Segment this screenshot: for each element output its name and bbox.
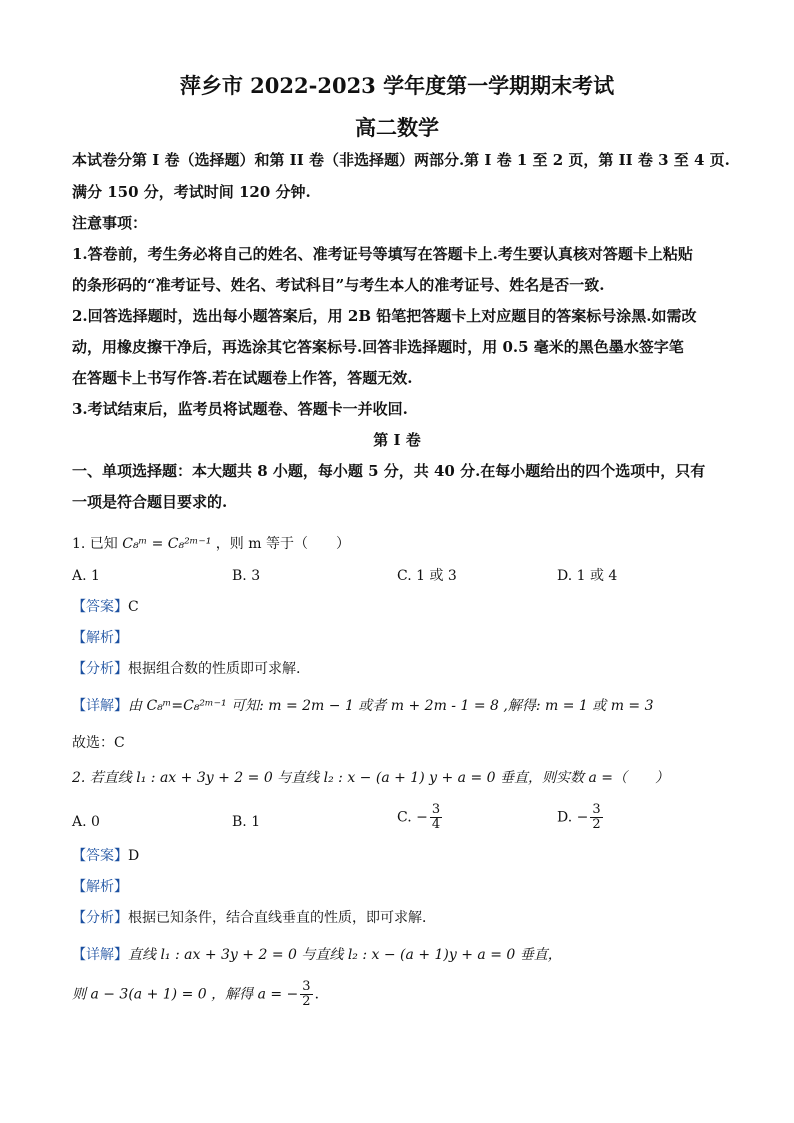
detail-tag: 【详解】 <box>72 698 128 714</box>
q1-detail: 由 C₈ᵐ=C₈²ᵐ⁻¹ 可知: m = 2m − 1 或者 m + 2m - 1 = 8 ,解得: m = 1 或 m = 3 <box>128 698 654 714</box>
notice-title: 注意事项： <box>72 214 148 232</box>
notice-2a: 2.回答选择题时，选出每小题答案后，用 2B 铅笔把答题卡上对应题目的答案标号涂黑.如需改 <box>72 307 697 325</box>
analysis-tag: 【解析】 <box>72 879 128 895</box>
q1-expr: C₈ᵐ = C₈²ᵐ⁻¹ <box>122 536 212 552</box>
q1-fenxi: 根据组合数的性质即可求解. <box>128 661 301 677</box>
q2-option-c-label: C. <box>397 809 412 826</box>
exam-title: 萍乡市 2022-2023 学年度第一学期期末考试 <box>179 73 615 98</box>
intro-line-1: 本试卷分第 I 卷（选择题）和第 II 卷（非选择题）两部分.第 I 卷 1 至 2 页，第 II 卷 3 至 4 页. <box>72 151 730 169</box>
q1-answer-line <box>72 597 732 617</box>
q2-option-d-den: 2 <box>592 817 601 832</box>
volume-heading: 第 I 卷 <box>373 431 421 449</box>
q2-option-c-minus: − <box>416 809 428 826</box>
q2-option-d-num: 3 <box>592 802 601 817</box>
q2-step-den: 2 <box>302 994 311 1009</box>
q2-answer-line <box>72 846 732 866</box>
q1-detail-line <box>72 696 732 716</box>
q2-fenxi: 根据已知条件，结合直线垂直的性质，即可求解． <box>128 910 436 926</box>
q1-stem <box>72 534 732 554</box>
q2-option-d-minus: − <box>576 809 589 826</box>
notice-3: 3.考试结束后，监考员将试题卷、答题卡一并收回. <box>72 400 408 418</box>
answer-tag: 【答案】 <box>72 599 128 615</box>
q1-conclusion: 故选：C <box>72 735 125 751</box>
q2-option-d-label: D. <box>557 809 573 826</box>
notice-2c: 在答题卡上书写作答.若在试题卷上作答，答题无效. <box>72 369 413 387</box>
detail-tag: 【详解】 <box>72 947 128 963</box>
q1-answer: C <box>128 599 139 615</box>
q2-option-d <box>557 803 605 832</box>
part1-heading-b: 一项是符合题目要求的. <box>72 493 228 511</box>
intro-line-2: 满分 150 分，考试时间 120 分钟. <box>72 183 311 201</box>
q2-option-c-den: 4 <box>431 817 441 832</box>
q1-option-d: D. 1 或 4 <box>557 568 618 584</box>
notice-2b: 动，用橡皮擦干净后，再选涂其它答案标号.回答非选择题时，用 0.5 毫米的黑色墨水签字笔 <box>72 338 684 356</box>
q2-fenxi-line <box>72 908 732 928</box>
q1-option-b: B. 3 <box>232 568 261 584</box>
q2-option-c <box>397 803 444 832</box>
q2-detail-line <box>72 945 732 965</box>
analysis-tag: 【解析】 <box>72 630 128 646</box>
part1-heading-a: 一、单项选择题：本大题共 8 小题，每小题 5 分，共 40 分.在每小题给出的四个选项中，只有 <box>72 462 706 480</box>
q1-option-c: C. 1 或 3 <box>397 568 457 584</box>
q1-option-a: A. 1 <box>72 568 100 584</box>
q2-option-b: B. 1 <box>232 814 261 830</box>
answer-tag: 【答案】 <box>72 848 128 864</box>
fenxi-tag: 【分析】 <box>72 910 128 926</box>
q2-solution-step <box>72 980 732 1009</box>
q1-analysis-tag <box>72 628 732 648</box>
q2-option-c-num: 3 <box>431 802 441 817</box>
exam-subject: 高二数学 <box>355 115 439 140</box>
q2-detail: 直线 l₁ : ax + 3y + 2 = 0 与直线 l₂ : x − (a + 1)y + a = 0 垂直， <box>128 947 562 963</box>
fenxi-tag: 【分析】 <box>72 661 128 677</box>
q1-fenxi-line <box>72 659 732 679</box>
q2-stem <box>72 768 732 788</box>
q2-option-d-fraction <box>590 803 602 832</box>
q2-option-c-fraction <box>430 803 442 832</box>
q2-answer: D <box>128 848 140 864</box>
q2-stem-text: 2. 若直线 l₁ : ax + 3y + 2 = 0 与直线 l₂ : x − (a + 1) y + a = 0 垂直，则实数 a =（ ） <box>72 770 669 786</box>
q1-prefix: 1. 已知 <box>72 536 118 552</box>
q2-option-a: A. 0 <box>72 814 100 830</box>
q1-suffix: ，则 m 等于（ ） <box>215 536 350 552</box>
q2-step-num: 3 <box>302 979 311 994</box>
q2-analysis-tag <box>72 877 732 897</box>
q2-step-fraction <box>300 980 312 1009</box>
notice-1a: 1.答卷前，考生务必将自己的姓名、准考证号等填写在答题卡上.考生要认真核对答题卡上粘贴 <box>72 245 693 263</box>
q2-step-prefix: 则 a − 3(a + 1) = 0 ，解得 a = − <box>72 986 299 1003</box>
q2-step-suffix: ． <box>314 986 329 1003</box>
notice-1b: 的条形码的“准考证号、姓名、考试科目”与考生本人的准考证号、姓名是否一致. <box>72 276 605 294</box>
